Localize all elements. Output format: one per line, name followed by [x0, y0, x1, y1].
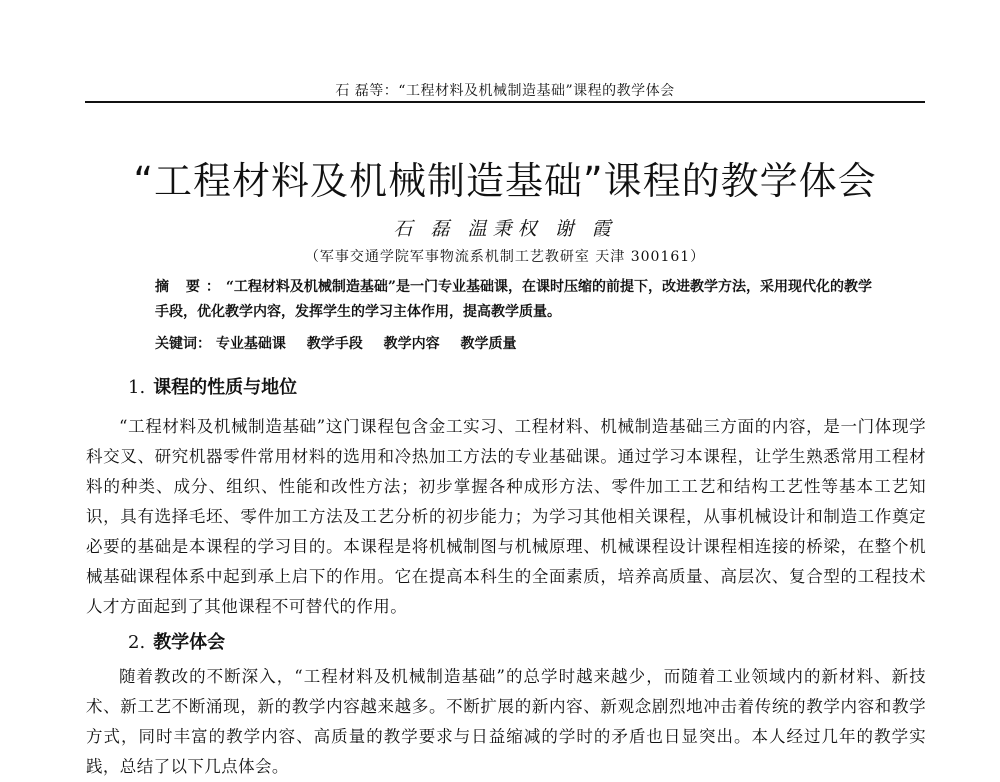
- section-2-paragraph: 随着教改的不断深入，“工程材料及机械制造基础”的总学时越来越少，而随着工业领域内的新材料、新技术、新工艺不断涌现，新的教学内容越来越多。不断扩展的新内容、新观念剧烈地冲击着传统的教学内容和教学方式，同时丰富的教学内容、高质量的教学要求与日益缩减的学时的矛盾也日显突出。本人经过几年的教学实践，总结了以下几点体会。: [86, 667, 926, 776]
- keyword-item: 教学质量: [460, 336, 517, 352]
- section-1-paragraph: “工程材料及机械制造基础”这门课程包含金工实习、工程材料、机械制造基础三方面的内容，是一门体现学科交叉、研究机器零件常用材料的选用和冷热加工方法的专业基础课。通过学习本课程，让学生熟悉常用工程材料的种类、成分、组织、性能和改性方法；初步掌握各种成形方法、零件加工工艺和结构工艺性等基本工艺知识，具有选择毛坯、零件加工方法及工艺分析的初步能力；为学习其他相关课程，从事机械设计和制造工作奠定必要的基础是本课程的学习目的。本课程是将机械制图与机械原理、机械课程设计课程相连接的桥梁，在整个机械基础课程体系中起到承上启下的作用。它在提高本科生的全面素质，培养高质量、高层次、复合型的工程技术人才方面起到了其他课程不可替代的作用。: [86, 417, 926, 616]
- paper-title: “工程材料及机械制造基础”课程的教学体会: [133, 159, 877, 203]
- keyword-item: 专业基础课: [215, 336, 286, 352]
- keywords: [155, 333, 875, 353]
- abstract: [155, 275, 875, 325]
- keyword-item: 教学内容: [383, 336, 440, 352]
- keywords-label: 关键词：: [155, 336, 211, 352]
- section-number: 2.: [128, 632, 146, 653]
- section-number: 1.: [128, 377, 146, 398]
- abstract-label: 摘 要：: [155, 279, 226, 295]
- section-heading-2: [128, 628, 225, 654]
- section-heading-1: [128, 373, 297, 399]
- running-head: 石 磊等：“工程材料及机械制造基础”课程的教学体会: [335, 83, 675, 99]
- section-title: 课程的性质与地位: [153, 377, 298, 398]
- abstract-text: “工程材料及机械制造基础”是一门专业基础课，在课时压缩的前提下，改进教学方法，采用现代化的教学手段，优化教学内容，发挥学生的学习主体作用，提高教学质量。: [155, 279, 872, 320]
- header-rule: [85, 101, 925, 103]
- authors: 石 磊 温秉权 谢 霞: [393, 218, 617, 240]
- section-title: 教学体会: [153, 632, 226, 653]
- keyword-item: 教学手段: [306, 336, 363, 352]
- affiliation: （军事交通学院军事物流系机制工艺教研室 天津 300161）: [304, 249, 706, 265]
